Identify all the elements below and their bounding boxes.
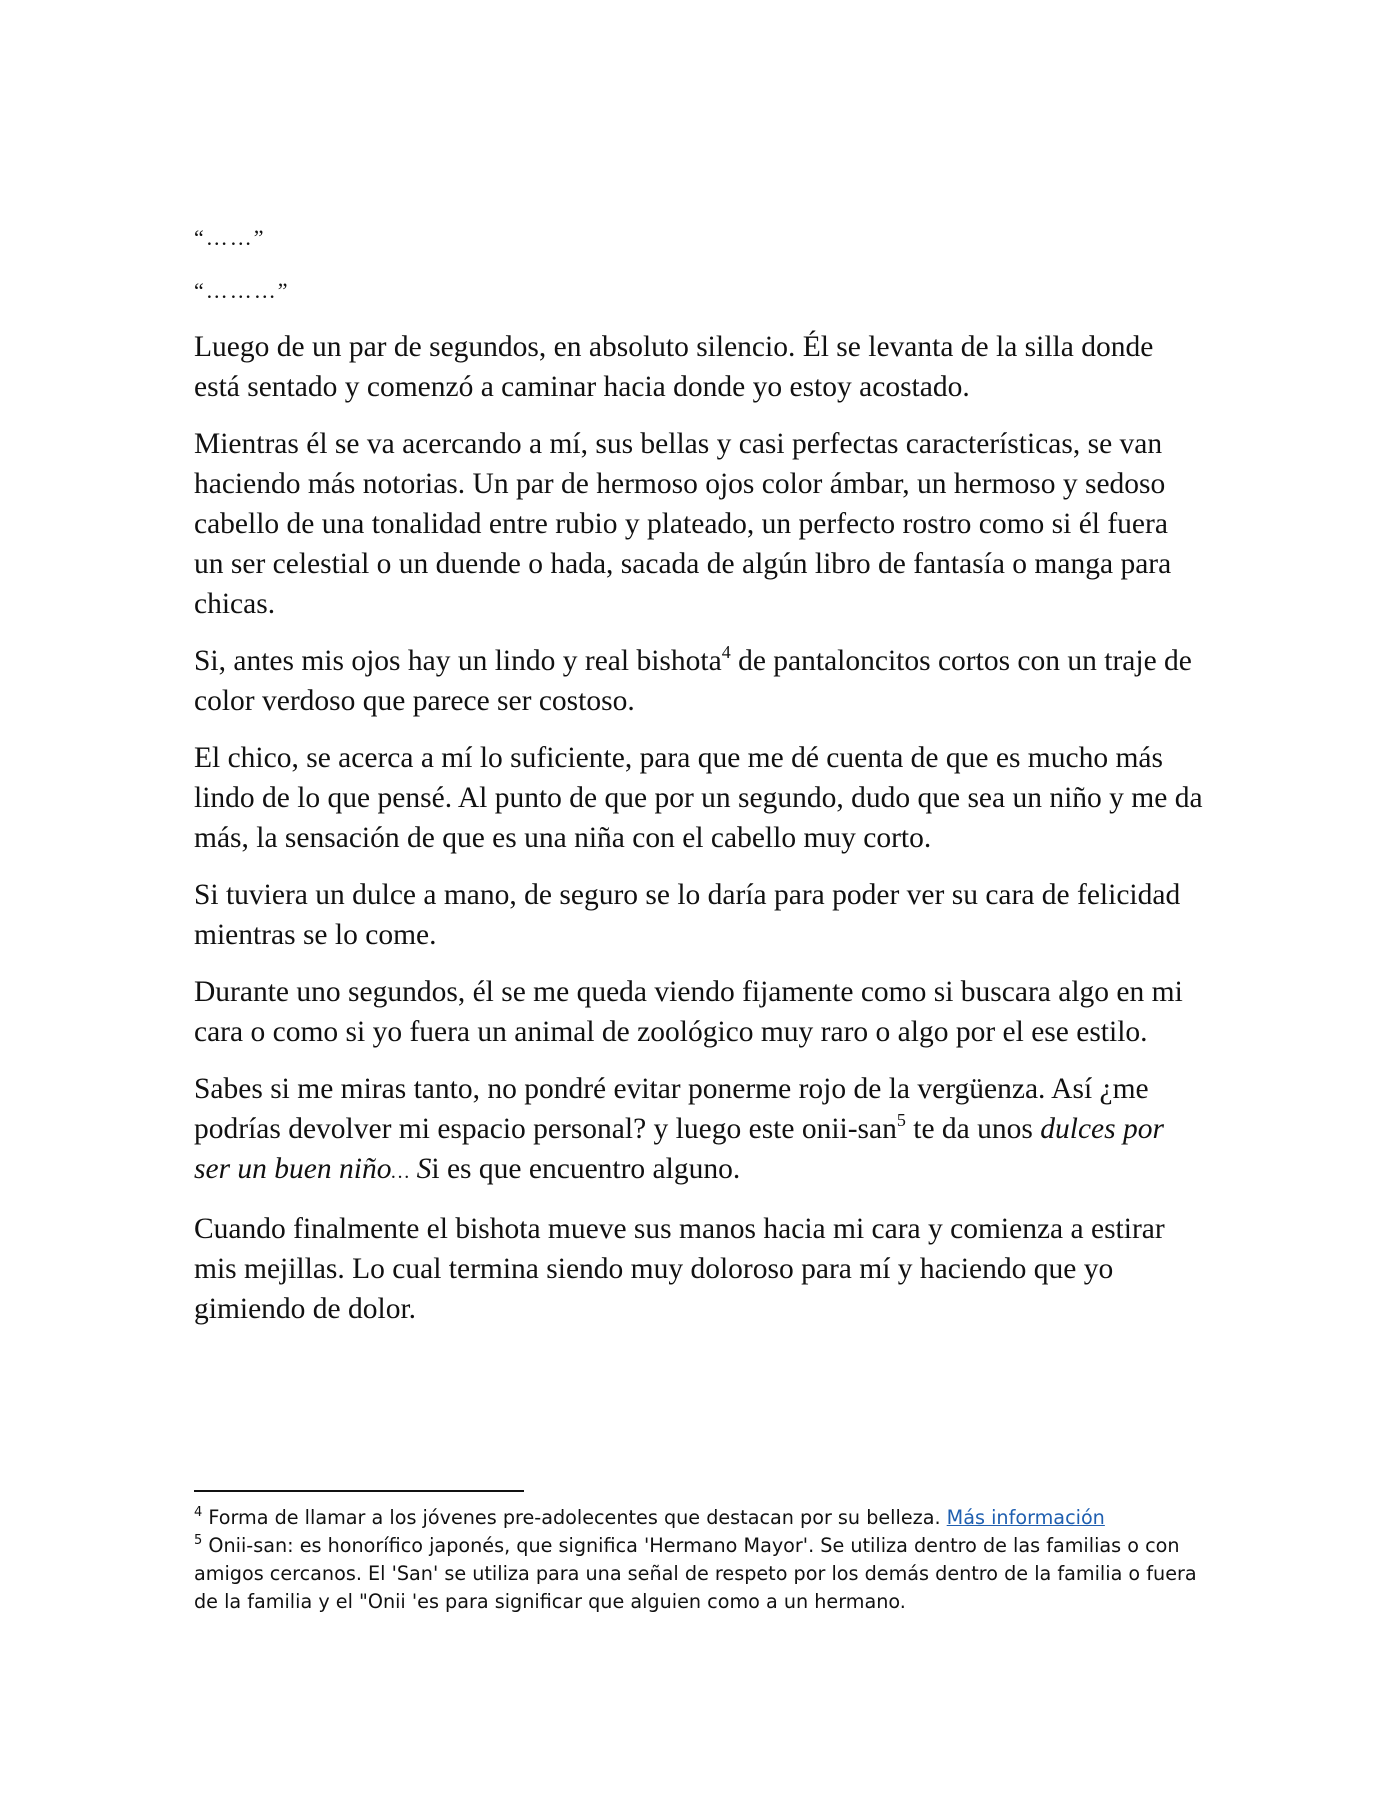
- paragraph: Si tuviera un dulce a mano, de seguro se lo daría para poder ver su cara de felicidad mientras se lo come.: [194, 879, 1181, 951]
- footnote: [194, 1532, 1214, 1616]
- page-body: [194, 218, 1204, 1346]
- paragraph-text: te da unos: [905, 1113, 1041, 1145]
- footnote: [194, 1504, 1214, 1532]
- paragraph: Mientras él se va acercando a mí, sus bellas y casi perfectas características, se van haciendo más notorias. Un par de hermoso ojos color ámbar, un hermoso y sedoso cabello de una tonalidad entre rubio y plateado, un perfecto rostro como si él fuera un ser celestial o un duende o hada, sacada de algún libro de fantasía o manga para chicas.: [194, 428, 1172, 620]
- footnote-number: 5: [194, 1533, 203, 1548]
- footnote-text: Onii-san: es honorífico japonés, que significa 'Hermano Mayor'. Se utiliza dentro de las familias o con amigos cercanos. El 'San' se utiliza para una señal de respeto por los demás dentro de la familia o fuera de la familia y el "Onii 'es para significar que alguien como a un hermano.: [194, 1534, 1197, 1613]
- paragraph: Luego de un par de segundos, en absoluto silencio. Él se levanta de la silla donde está sentado y comenzó a caminar hacia donde yo estoy acostado.: [194, 331, 1154, 403]
- paragraph-text: Sabes si me miras tanto, no pondré evitar ponerme rojo de la vergüenza. Así ¿me podrías devolver mi espacio personal? y luego este onii-san: [194, 1073, 1149, 1145]
- paragraph: Durante uno segundos, él se me queda viendo fijamente como si buscara algo en mi cara o como si yo fuera un animal de zoológico muy raro o algo por el ese estilo.: [194, 976, 1183, 1048]
- dialogue-line: “……”: [194, 225, 266, 250]
- paragraph: Cuando finalmente el bishota mueve sus manos hacia mi cara y comienza a estirar mis mejillas. Lo cual termina siendo muy doloroso para mí y haciendo que yo gimiendo de dolor.: [194, 1213, 1165, 1325]
- footnote-separator: [194, 1490, 524, 1492]
- footnote-number: 4: [194, 1505, 203, 1520]
- paragraph: [194, 641, 1204, 721]
- footnote-ref[interactable]: 4: [721, 642, 731, 662]
- footnote-ref[interactable]: 5: [896, 1110, 906, 1130]
- italic-text: S: [409, 1153, 432, 1185]
- paragraph-text: de pantaloncitos cortos con un traje de color verdoso que parece ser costoso.: [194, 645, 1192, 717]
- paragraph: El chico, se acerca a mí lo suficiente, para que me dé cuenta de que es mucho más lindo de lo que pensé. Al punto de que por un segundo, dudo que sea un niño y me da más, la sensación de que es una niña con el cabello muy corto.: [194, 742, 1203, 854]
- italic-text: dulces por ser un buen niño: [194, 1113, 1164, 1185]
- paragraph-text: i es que encuentro alguno.: [431, 1153, 741, 1185]
- paragraph-text: Si, antes mis ojos hay un lindo y real bishota: [194, 645, 722, 677]
- paragraph: [194, 1069, 1204, 1192]
- ellipsis: …: [391, 1161, 410, 1183]
- footnotes: [194, 1504, 1214, 1616]
- dialogue-line: “………”: [194, 278, 290, 303]
- more-info-link[interactable]: Más información: [946, 1506, 1105, 1529]
- footnote-text: Forma de llamar a los jóvenes pre-adolecentes que destacan por su belleza.: [202, 1506, 947, 1529]
